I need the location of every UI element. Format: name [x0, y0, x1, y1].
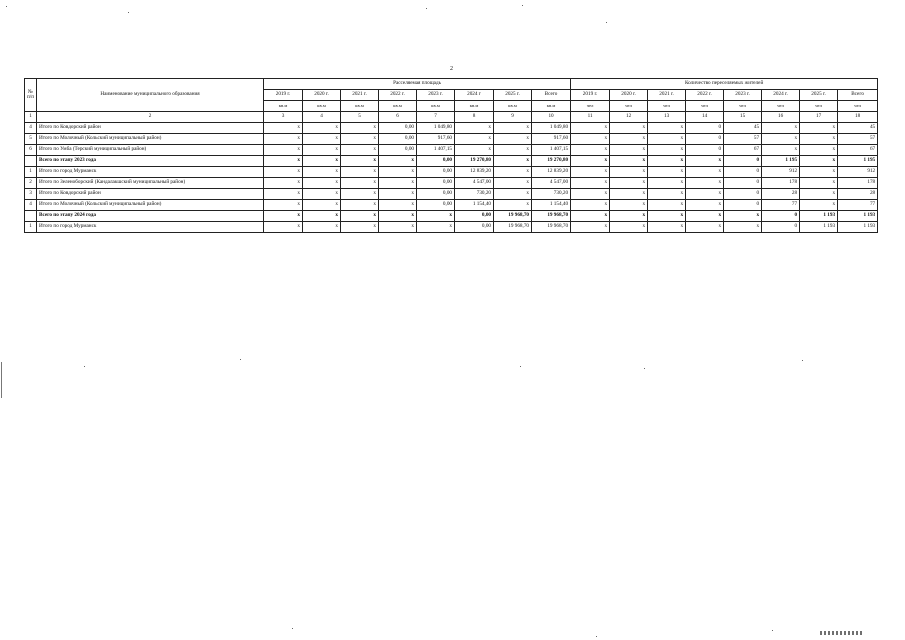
people-value-cell: x [762, 145, 800, 156]
header-people-unit: чел [686, 101, 724, 112]
people-value-cell: 0 [762, 222, 800, 233]
area-value-cell: x [341, 211, 379, 222]
people-value-cell: x [686, 200, 724, 211]
area-value-cell: 0,00 [379, 145, 417, 156]
people-value-cell: x [686, 167, 724, 178]
area-value-cell: x [264, 134, 303, 145]
header-column-number: 14 [686, 112, 724, 123]
people-value-cell: x [571, 200, 610, 211]
area-value-cell: 1 049,80 [417, 123, 455, 134]
people-value-cell: x [648, 156, 686, 167]
people-value-cell: x [610, 222, 648, 233]
people-value-cell: 178 [838, 178, 878, 189]
people-value-cell: 178 [762, 178, 800, 189]
row-number [25, 156, 37, 167]
area-value-cell: x [341, 200, 379, 211]
area-value-cell: 19 968,70 [532, 211, 571, 222]
people-value-cell: x [610, 200, 648, 211]
people-value-cell: 77 [838, 200, 878, 211]
area-value-cell: 0,00 [379, 123, 417, 134]
row-number: 1 [25, 222, 37, 233]
header-area-unit: кв.м [264, 101, 303, 112]
people-value-cell: 45 [838, 123, 878, 134]
people-value-cell: x [648, 123, 686, 134]
table-row [25, 200, 878, 211]
header-people-unit: чел [648, 101, 686, 112]
people-value-cell: x [571, 189, 610, 200]
header-area-unit: кв.м [379, 101, 417, 112]
people-value-cell: 57 [724, 134, 762, 145]
header-column-number: 18 [838, 112, 878, 123]
table-row [25, 189, 878, 200]
area-value-cell: x [379, 156, 417, 167]
area-value-cell: 19 270,80 [532, 156, 571, 167]
people-value-cell: x [800, 156, 838, 167]
people-value-cell: x [648, 145, 686, 156]
row-number: 4 [25, 123, 37, 134]
header-column-number: 4 [303, 112, 341, 123]
header-column-number: 3 [264, 112, 303, 123]
people-value-cell: 912 [838, 167, 878, 178]
area-value-cell: x [379, 178, 417, 189]
header-area-year: 2022 г. [379, 90, 417, 101]
people-value-cell: 0 [724, 178, 762, 189]
area-value-cell: x [379, 189, 417, 200]
header-people-unit: чел [762, 101, 800, 112]
header-row-column-numbers [25, 112, 878, 123]
people-value-cell: 67 [838, 145, 878, 156]
table-row [25, 145, 878, 156]
table-row [25, 134, 878, 145]
header-people-year: 2021 г. [648, 90, 686, 101]
people-value-cell: 45 [724, 123, 762, 134]
people-value-cell: x [648, 200, 686, 211]
people-value-cell: x [648, 134, 686, 145]
people-value-cell: 1 193 [800, 211, 838, 222]
people-value-cell: x [800, 200, 838, 211]
area-value-cell: x [264, 211, 303, 222]
people-value-cell: x [610, 134, 648, 145]
area-value-cell: 12 839,20 [455, 167, 494, 178]
area-value-cell: x [455, 123, 494, 134]
area-value-cell: x [417, 211, 455, 222]
area-value-cell: x [303, 189, 341, 200]
header-area-unit: кв.м [494, 101, 532, 112]
row-number: 1 [25, 167, 37, 178]
people-value-cell: x [762, 123, 800, 134]
area-value-cell: x [303, 167, 341, 178]
people-value-cell: x [724, 211, 762, 222]
area-value-cell: x [494, 178, 532, 189]
header-people-year: 2019 г. [571, 90, 610, 101]
area-value-cell: x [303, 123, 341, 134]
row-name: Итого по Зеленоборский (Кандалакшский муниципальный район) [37, 178, 264, 189]
table-row [25, 222, 878, 233]
people-value-cell: x [571, 145, 610, 156]
area-value-cell: 730,20 [532, 189, 571, 200]
area-value-cell: x [264, 178, 303, 189]
area-value-cell: x [303, 211, 341, 222]
people-value-cell: 67 [724, 145, 762, 156]
area-value-cell: x [379, 167, 417, 178]
row-number: 3 [25, 189, 37, 200]
people-value-cell: 1 193 [800, 222, 838, 233]
resettlement-table [24, 78, 878, 233]
header-people-year: 2023 г. [724, 90, 762, 101]
people-value-cell: x [571, 178, 610, 189]
header-area-group: Расселяемая площадь [264, 79, 571, 90]
header-column-number: 6 [379, 112, 417, 123]
people-value-cell: x [571, 222, 610, 233]
table-total-row [25, 156, 878, 167]
people-value-cell: x [648, 167, 686, 178]
area-value-cell: x [303, 134, 341, 145]
area-value-cell: 1 154,40 [532, 200, 571, 211]
area-value-cell: x [455, 134, 494, 145]
people-value-cell: x [800, 145, 838, 156]
area-value-cell: x [264, 156, 303, 167]
header-people-group: Количество переселяемых жителей [571, 79, 878, 90]
header-area-unit: кв.м [341, 101, 379, 112]
area-value-cell: 0,00 [417, 189, 455, 200]
people-value-cell: x [648, 189, 686, 200]
area-value-cell: x [341, 167, 379, 178]
row-number: 6 [25, 145, 37, 156]
people-value-cell: x [610, 156, 648, 167]
people-value-cell: x [571, 134, 610, 145]
area-value-cell: x [264, 167, 303, 178]
people-value-cell: x [648, 211, 686, 222]
area-value-cell: 19 270,80 [455, 156, 494, 167]
row-name: Итого по Молочный (Кольский муниципальный район) [37, 134, 264, 145]
area-value-cell: x [303, 178, 341, 189]
header-area-year: 2019 г. [264, 90, 303, 101]
header-column-number: 11 [571, 112, 610, 123]
people-value-cell: x [610, 167, 648, 178]
area-value-cell: 917,60 [532, 134, 571, 145]
area-value-cell: 1 154,40 [455, 200, 494, 211]
people-value-cell: 77 [762, 200, 800, 211]
people-value-cell: x [686, 156, 724, 167]
people-value-cell: 57 [838, 134, 878, 145]
row-name: Итого по Ковдорский район [37, 189, 264, 200]
people-value-cell: x [571, 123, 610, 134]
area-value-cell: x [303, 145, 341, 156]
people-value-cell: 0 [724, 156, 762, 167]
header-name: Наименование муниципального образования [37, 79, 264, 112]
scan-footer-mark [820, 631, 862, 635]
page-number: 2 [450, 66, 453, 72]
people-value-cell: x [610, 178, 648, 189]
people-value-cell: x [800, 123, 838, 134]
people-value-cell: x [686, 222, 724, 233]
area-value-cell: 19 968,70 [494, 222, 532, 233]
area-value-cell: 1 049,80 [532, 123, 571, 134]
header-people-unit: чел [800, 101, 838, 112]
area-value-cell: x [341, 145, 379, 156]
area-value-cell: x [379, 200, 417, 211]
header-area-unit: кв.м [455, 101, 494, 112]
row-name: Итого по Умба (Терский муниципальный район) [37, 145, 264, 156]
row-name: Итого по город Мурманск [37, 167, 264, 178]
area-value-cell: x [494, 134, 532, 145]
header-column-number: 16 [762, 112, 800, 123]
area-value-cell: 19 968,70 [532, 222, 571, 233]
header-people-year: 2022 г. [686, 90, 724, 101]
area-value-cell: x [264, 222, 303, 233]
people-value-cell: x [571, 156, 610, 167]
header-column-number: 9 [494, 112, 532, 123]
header-people-year: Всего [838, 90, 878, 101]
people-value-cell: 0 [724, 200, 762, 211]
people-value-cell: 0 [686, 134, 724, 145]
area-value-cell: x [417, 222, 455, 233]
area-value-cell: x [264, 200, 303, 211]
header-row-groups [25, 79, 878, 90]
people-value-cell: x [610, 123, 648, 134]
people-value-cell: x [800, 189, 838, 200]
row-name: Всего по этапу 2023 года [37, 156, 264, 167]
area-value-cell: x [494, 167, 532, 178]
area-value-cell: x [341, 134, 379, 145]
people-value-cell: 1 193 [838, 211, 878, 222]
area-value-cell: 4 547,00 [532, 178, 571, 189]
area-value-cell: 1 407,15 [532, 145, 571, 156]
people-value-cell: x [762, 134, 800, 145]
row-name: Всего по этапу 2024 года [37, 211, 264, 222]
header-column-number: 8 [455, 112, 494, 123]
area-value-cell: x [303, 200, 341, 211]
header-area-year: 2021 г. [341, 90, 379, 101]
header-column-number: 15 [724, 112, 762, 123]
area-value-cell: 19 968,70 [494, 211, 532, 222]
header-num: № п/п [25, 79, 37, 112]
header-area-year: 2023 г. [417, 90, 455, 101]
area-value-cell: x [303, 156, 341, 167]
row-name: Итого по город Мурманск [37, 222, 264, 233]
header-area-unit: кв.м [303, 101, 341, 112]
row-number: 4 [25, 200, 37, 211]
people-value-cell: x [571, 211, 610, 222]
people-value-cell: 0 [686, 123, 724, 134]
people-value-cell: x [800, 167, 838, 178]
header-column-number: 7 [417, 112, 455, 123]
area-value-cell: x [494, 189, 532, 200]
people-value-cell: 0 [724, 189, 762, 200]
area-value-cell: x [264, 189, 303, 200]
scan-edge-mark [1, 362, 2, 398]
header-area-unit: кв.м [417, 101, 455, 112]
area-value-cell: 12 839,20 [532, 167, 571, 178]
people-value-cell: x [800, 134, 838, 145]
people-value-cell: x [610, 189, 648, 200]
table-row [25, 178, 878, 189]
people-value-cell: x [686, 178, 724, 189]
area-value-cell: x [494, 156, 532, 167]
area-value-cell: x [341, 178, 379, 189]
header-area-year: 2024 г [455, 90, 494, 101]
header-column-number: 10 [532, 112, 571, 123]
area-value-cell: x [494, 145, 532, 156]
area-value-cell: x [494, 200, 532, 211]
area-value-cell: x [494, 123, 532, 134]
table-row [25, 167, 878, 178]
area-value-cell: 0,00 [455, 222, 494, 233]
people-value-cell: x [571, 167, 610, 178]
area-value-cell: 0,00 [417, 156, 455, 167]
people-value-cell: 0 [762, 211, 800, 222]
area-value-cell: 0,00 [417, 167, 455, 178]
header-area-year: Всего [532, 90, 571, 101]
row-name: Итого по Ковдорский район [37, 123, 264, 134]
people-value-cell: x [686, 211, 724, 222]
header-people-year: 2024 г. [762, 90, 800, 101]
area-value-cell: x [341, 222, 379, 233]
area-value-cell: 1 407,15 [417, 145, 455, 156]
header-area-unit: кв.м [532, 101, 571, 112]
header-column-number: 2 [37, 112, 264, 123]
row-number [25, 211, 37, 222]
people-value-cell: x [610, 211, 648, 222]
header-area-year: 2025 г. [494, 90, 532, 101]
people-value-cell: x [648, 178, 686, 189]
people-value-cell: x [610, 145, 648, 156]
header-column-number: 12 [610, 112, 648, 123]
people-value-cell: x [724, 222, 762, 233]
area-value-cell: x [341, 123, 379, 134]
header-people-unit: чел [610, 101, 648, 112]
people-value-cell: 912 [762, 167, 800, 178]
table-row [25, 123, 878, 134]
header-people-year: 2020 г. [610, 90, 648, 101]
area-value-cell: x [264, 123, 303, 134]
people-value-cell: 1 195 [762, 156, 800, 167]
people-value-cell: 1 195 [838, 156, 878, 167]
area-value-cell: x [379, 211, 417, 222]
area-value-cell: x [341, 189, 379, 200]
area-value-cell: 0,00 [417, 178, 455, 189]
header-column-number: 1 [25, 112, 37, 123]
people-value-cell: 28 [838, 189, 878, 200]
header-people-unit: чел [724, 101, 762, 112]
people-value-cell: 0 [686, 145, 724, 156]
header-column-number: 13 [648, 112, 686, 123]
people-value-cell: 28 [762, 189, 800, 200]
area-value-cell: 730,20 [455, 189, 494, 200]
area-value-cell: x [455, 145, 494, 156]
area-value-cell: 0,00 [455, 211, 494, 222]
row-name: Итого по Молочный (Кольский муниципальный район) [37, 200, 264, 211]
header-column-number: 5 [341, 112, 379, 123]
area-value-cell: 0,00 [417, 200, 455, 211]
people-value-cell: 1 193 [838, 222, 878, 233]
area-value-cell: x [303, 222, 341, 233]
people-value-cell: x [800, 178, 838, 189]
people-value-cell: 0 [724, 167, 762, 178]
header-people-year: 2025 г. [800, 90, 838, 101]
area-value-cell: 917,60 [417, 134, 455, 145]
people-value-cell: x [648, 222, 686, 233]
table-total-row [25, 211, 878, 222]
header-people-unit: чел [838, 101, 878, 112]
area-value-cell: x [264, 145, 303, 156]
area-value-cell: 4 547,00 [455, 178, 494, 189]
header-area-year: 2020 г. [303, 90, 341, 101]
area-value-cell: x [341, 156, 379, 167]
row-number: 2 [25, 178, 37, 189]
header-column-number: 17 [800, 112, 838, 123]
header-people-unit: чел [571, 101, 610, 112]
table-body [25, 79, 878, 233]
row-number: 5 [25, 134, 37, 145]
people-value-cell: x [686, 189, 724, 200]
area-value-cell: 0,00 [379, 134, 417, 145]
area-value-cell: x [379, 222, 417, 233]
